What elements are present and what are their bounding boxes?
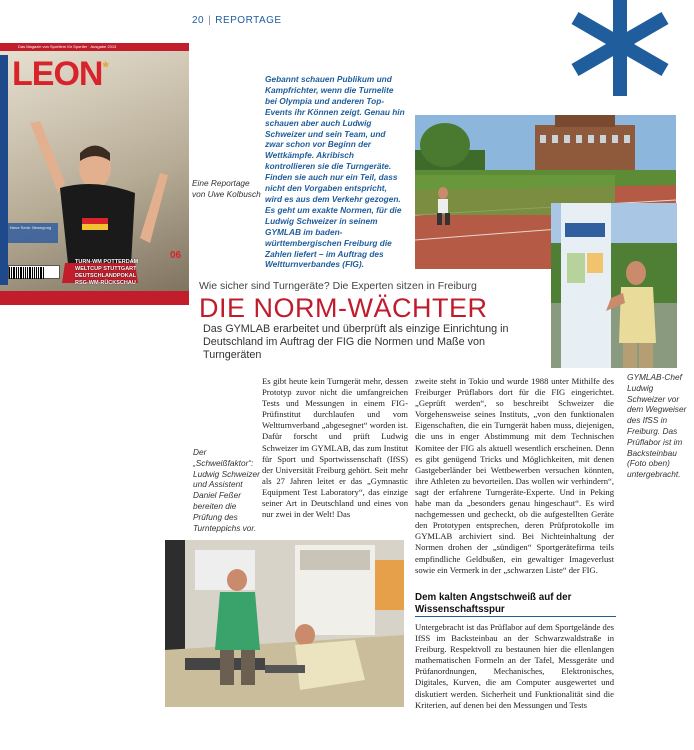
caption-right: GYMLAB-Chef Ludwig Schweizer vor dem Wegweiser des IfSS in Freiburg. Das Prüflabor ist im Backsteinbau (Foto oben) untergebracht. xyxy=(627,372,687,480)
magazine-cover-image: Das Magazin von Sportlern für Sportler · Ausgabe 2013 LEON* Neue Serie: Bewegung 06 TURN-WM POTTERDAM WELTCUP STUTTGART DEUTSCHLANDPOKAL RSG-WM-RÜCKSCHAU xyxy=(0,43,189,305)
body-column-2: zweite steht in Tokio und wurde 1988 unter Mithilfe des Freiburger Prüflabors dort für die FIG eingerichtet. „Geprüft werden“, so beschreibt Schweizer die Vorgehensweise seines Instituts, „von den funktionalen Eigenschaften, die ein Turngerät haben muss, diejenigen, die uns in enger Abstimmung mit dem Technischen Komitee der FIG als aktuell wesentlich erscheinen. Denn es gibt genügend Tricks und Möglichkeiten, mit denen Gastgeberländer bei Wettbewerben versuchen könnten, ihre Athleten zu bevorteilen. Das wollen wir verhindern“, sagt der erfahrene Turngeräte-Experte. Und in Peking habe man da „besonders genau hingeschaut“. Es wird nachgemessen und gecheckt, ob die aufgestellten Geräte den Prototypen entsprechen, deren Prüfprotokolle im GYMLAB archiviert sind. Bei Nichteinhaltung der Normen drohen der „sündigen“ Sportgerätefirma teils empfindliche Geldbußen, ein gewaltiger Imageverlust sowie ein Vermerk in der „schwarzen Liste“ der FIG. xyxy=(415,376,614,575)
subheading-rule xyxy=(415,616,616,617)
body-column-3: Untergebracht ist das Prüflabor auf dem Sportgelände des IfSS im Backsteinbau an der Schwarzwaldstraße in Freiburg. Respektvoll zu bestaunen hier die ellenlangen mathematischen Formeln an der Tafel, Messgeräte und Prüfanordnungen, Mechanisches, Elektronisches, Digitales, Kurven, die am Computer ausgewertet und diskutiert werden. Sicherheit und Funktionalität sind die Kriterien, auf denen bei den Messungen und Tests xyxy=(415,622,614,710)
issue-number: 06 xyxy=(170,250,182,261)
cover-headlines: TURN-WM POTTERDAM WELTCUP STUTTGART DEUTSCHLANDPOKAL RSG-WM-RÜCKSCHAU xyxy=(75,259,139,286)
cover-logo: LEON* xyxy=(12,55,108,93)
page-number: 20 xyxy=(192,15,205,26)
kicker: Wie sicher sind Turngeräte? Die Experten sitzen in Freiburg xyxy=(199,280,477,292)
page-header: 20 | REPORTAGE xyxy=(192,15,282,26)
intro-text: Gebannt schauen Publikum und Kampfrichter, wenn die Turnelite bei Olympia und anderen Top-Events ihr Können zeigt. Genau hin schauen aber auch Ludwig Schweizer und sein Team, und zwar schon vor Beginn der Wettkämpfe. Akribisch kontrollieren sie die Turngeräte. Finden sie auch nur ein Teil, dass nicht den Vorgaben entspricht, wird es aus dem Verkehr gezogen. Es geht um exakte Normen, für die Ludwig Schweizer in seinem GYMLAB im baden-württembergischen Freiburg die Zahlen liefert – im Auftrag des Weltturnverbandes (FIG). xyxy=(265,74,405,270)
lab-photo xyxy=(165,540,404,707)
body-column-1: Es gibt heute kein Turngerät mehr, dessen Prototyp zuvor nicht die umfangreichen Tests und Messungen in einem FIG-Prüfinstitut durchlaufen und vom Weltturnverband „abgesegnet“ worden ist. Dafür forscht und prüft Ludwig Schweizer im GYMLAB, das zum Institut für Sport und Sportwissenschaft (IfSS) der Universität Freiburg gehört. Seit mehr als 27 Jahren leitet er das „Gymnastic Equipment Test Laboratory“, das einzige seiner Art in Deutschland und eines von nur zwei in der Welt! Das xyxy=(262,376,408,520)
gymnast-figure xyxy=(10,113,180,283)
article-title: DIE NORM-WÄCHTER xyxy=(199,293,488,323)
byline: Eine Reportage von Uwe Kolbusch xyxy=(192,178,261,199)
section-label: REPORTAGE xyxy=(215,15,282,26)
barcode xyxy=(8,265,60,279)
article-subtitle: Das GYMLAB erarbeitet und überprüft als einzige Einrichtung in Deutschland im Auftrag der FIG die Normen und Maße von Turngeräten xyxy=(203,323,509,361)
caption-left: Der „Schweißfaktor“: Ludwig Schweizer und Assistent Daniel Feßer bereiten die Prüfung des Turnteppichs vor. xyxy=(193,447,260,533)
asterisk-icon xyxy=(555,0,685,122)
signpost-photo xyxy=(551,203,677,368)
subheading: Dem kalten Angstschweiß auf der Wissenschaftsspur xyxy=(415,592,572,615)
